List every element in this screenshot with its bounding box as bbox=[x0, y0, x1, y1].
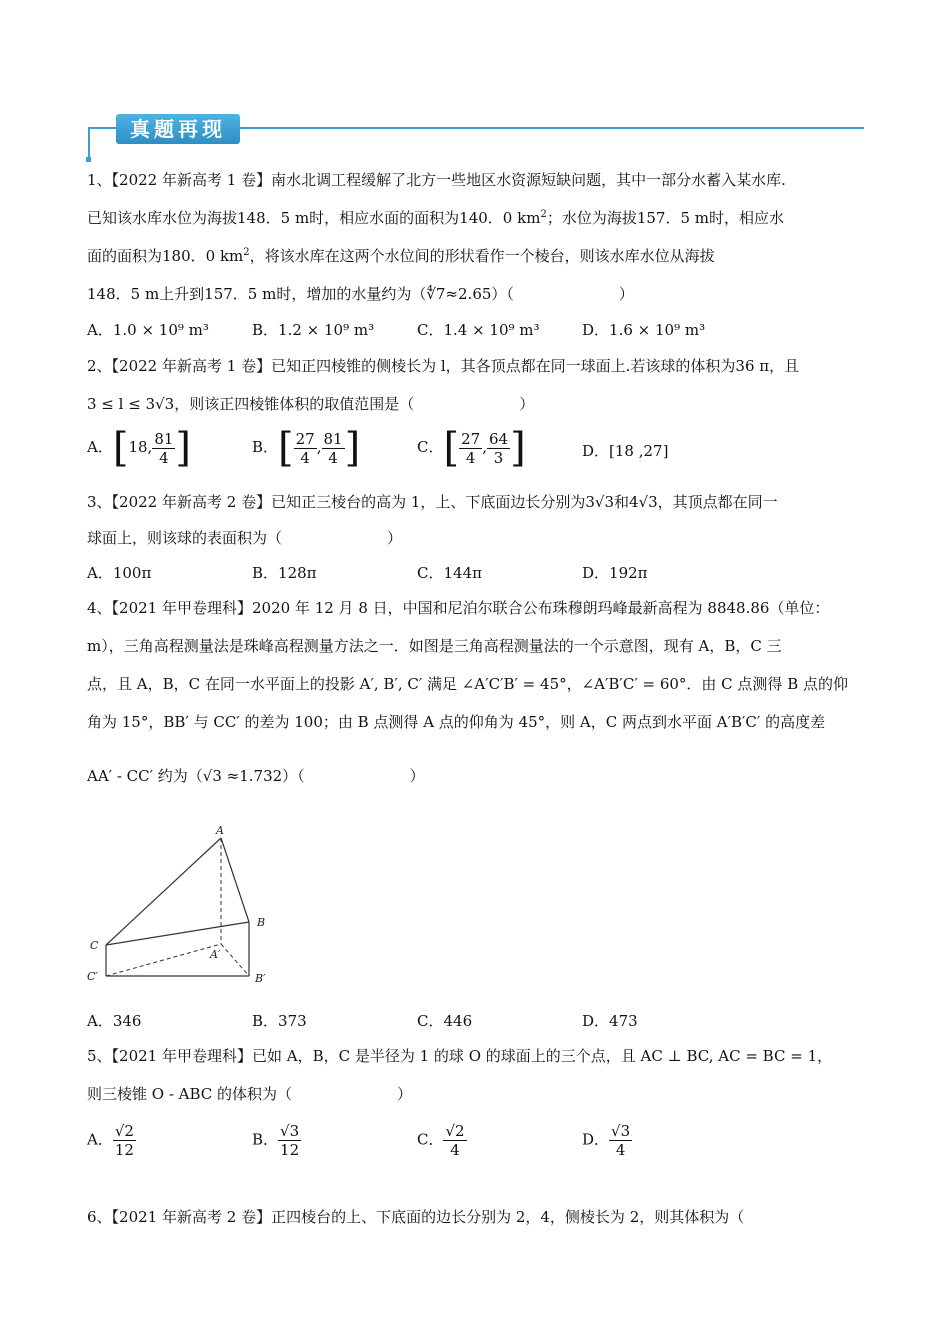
q2-option-b[interactable]: B．[ $\frac{27}{4}$ , $\frac{81}{4}$ ] bbox=[252, 425, 361, 471]
fraction-den: 4 bbox=[450, 1141, 460, 1159]
bracket-close: ] bbox=[344, 425, 361, 471]
q4-line3: 点，且 A，B，C 在同一水平面上的投影 A′, B′, C′ 满足 ∠A′C′B′ = 45°，∠A′B′C′ = 60°．由 C 点测得 B 点的仰 bbox=[87, 675, 848, 693]
q1-option-a[interactable]: A．1.0 × 10⁹ m³ bbox=[87, 321, 209, 339]
fraction-den: 4 bbox=[159, 448, 169, 467]
label-c-prime: C′ bbox=[87, 970, 98, 983]
fraction bbox=[152, 430, 175, 467]
fraction-den: 4 bbox=[465, 448, 476, 467]
label-a: A bbox=[216, 824, 224, 837]
q1-line3 bbox=[87, 246, 715, 266]
label-b-prime: B′ bbox=[255, 972, 266, 985]
fraction bbox=[443, 1122, 466, 1159]
q5-option-c-label: C． bbox=[417, 1130, 444, 1149]
fraction-num: 64 bbox=[488, 429, 509, 448]
q5-option-d-label: D． bbox=[582, 1130, 610, 1149]
q5-option-c[interactable] bbox=[417, 1122, 467, 1159]
header-dot bbox=[86, 157, 91, 162]
bracket-open: [ bbox=[278, 425, 294, 471]
q1-sup-2: 2 bbox=[540, 209, 547, 220]
q1-sup-2b: 2 bbox=[243, 247, 250, 258]
q5-option-a-label: A． bbox=[87, 1130, 113, 1149]
fraction-num: 27 bbox=[295, 429, 315, 448]
q2-option-a[interactable]: A．[18, $\frac{81}{4}$ ] bbox=[87, 425, 192, 471]
q4-option-d[interactable]: D．473 bbox=[582, 1012, 638, 1030]
bracket-close: ] bbox=[175, 425, 192, 471]
fraction bbox=[459, 430, 482, 467]
fraction bbox=[113, 1122, 136, 1159]
q2-line1: 2、【2022 年新高考 1 卷】已知正四棱锥的侧棱长为 l，其各顶点都在同一球面上.若该球的体积为36 π，且 bbox=[87, 357, 800, 375]
section-title-box bbox=[116, 114, 240, 144]
q1-line2 bbox=[87, 208, 784, 228]
fraction bbox=[322, 430, 345, 467]
q5-option-d[interactable] bbox=[582, 1122, 632, 1159]
fraction-num: √3 bbox=[611, 1122, 631, 1140]
fraction-num: √2 bbox=[114, 1122, 134, 1140]
q3-option-b[interactable]: B．128π bbox=[252, 564, 317, 582]
fraction-den: 4 bbox=[328, 448, 338, 467]
q1-option-b[interactable]: B．1.2 × 10⁹ m³ bbox=[252, 321, 375, 339]
q4-line4: 角为 15°，BB′ 与 CC′ 的差为 100；由 B 点测得 A 点的仰角为 45°，则 A，C 两点到水平面 A′B′C′ 的高度差 bbox=[87, 713, 826, 731]
q4-option-c[interactable]: C．446 bbox=[417, 1012, 473, 1030]
fraction-den: 4 bbox=[300, 448, 310, 467]
fraction bbox=[609, 1122, 632, 1159]
section-title: 真题再现 bbox=[130, 117, 226, 141]
fraction-den: 12 bbox=[114, 1141, 134, 1159]
header-tick bbox=[88, 127, 90, 161]
q1-line3a: 面的面积为180．0 km bbox=[87, 247, 244, 265]
bracket-open: [ bbox=[112, 425, 129, 471]
q2-option-c-label: C． bbox=[417, 438, 444, 456]
q2-option-b-label: B． bbox=[252, 438, 279, 456]
q4-line5: AA′ - CC′ 约为（√3 ≈1.732）（ ） bbox=[87, 767, 425, 785]
q2-option-d[interactable]: D．[18 ,27] bbox=[582, 442, 669, 460]
q2-option-a-lo: 18 bbox=[128, 438, 148, 456]
fraction-num: √3 bbox=[280, 1122, 300, 1140]
fraction bbox=[487, 430, 510, 467]
q3-option-d[interactable]: D．192π bbox=[582, 564, 648, 582]
fraction-den: 12 bbox=[280, 1141, 300, 1159]
q3-line2: 球面上，则该球的表面积为（ ） bbox=[87, 529, 403, 547]
q5-line2: 则三棱锥 O - ABC 的体积为（ ） bbox=[87, 1085, 413, 1103]
fraction bbox=[294, 430, 317, 467]
label-c: C bbox=[90, 939, 99, 952]
bracket-close: ] bbox=[510, 425, 526, 471]
q6-line1: 6、【2021 年新高考 2 卷】正四棱台的上、下底面的边长分别为 2，4，侧棱长为 2，则其体积为（ bbox=[87, 1208, 745, 1226]
q4-option-b[interactable]: B．373 bbox=[252, 1012, 307, 1030]
q1-option-c[interactable]: C．1.4 × 10⁹ m³ bbox=[417, 321, 540, 339]
fraction-num: 81 bbox=[154, 429, 174, 448]
fraction-num: √2 bbox=[445, 1122, 465, 1140]
q3-line1: 3、【2022 年新高考 2 卷】已知正三棱台的高为 1，上、下底面边长分别为3√3和4√3，其顶点都在同一 bbox=[87, 493, 778, 511]
fraction-num: 27 bbox=[461, 429, 481, 448]
q1-line4: 148．5 m上升到157．5 m时，增加的水量约为（∜7≈2.65）（ ） bbox=[87, 285, 634, 303]
q1-line2b: ；水位为海拔157．5 m时，相应水 bbox=[546, 209, 784, 227]
q2-option-a-label: A． bbox=[87, 438, 113, 456]
q5-option-a[interactable] bbox=[87, 1122, 136, 1159]
q5-option-b-label: B． bbox=[252, 1130, 279, 1149]
fraction-den: 4 bbox=[615, 1141, 626, 1159]
q1-line1: 1、【2022 年新高考 1 卷】南水北调工程缓解了北方一些地区水资源短缺问题，其中一部分水蓄入某水库. bbox=[87, 171, 786, 189]
q1-option-d[interactable]: D．1.6 × 10⁹ m³ bbox=[582, 321, 706, 339]
fraction-num: 81 bbox=[323, 429, 343, 448]
edge-ca-prime bbox=[106, 944, 221, 976]
fraction bbox=[278, 1122, 301, 1159]
q4-line1: 4、【2021 年甲卷理科】2020 年 12 月 8 日，中国和尼泊尔联合公布珠穆朗玛峰最新高程为 8848.86（单位： bbox=[87, 599, 830, 617]
q2-line2: 3 ≤ l ≤ 3√3，则该正四棱锥体积的取值范围是（ ） bbox=[87, 395, 535, 413]
q3-option-c[interactable]: C．144π bbox=[417, 564, 482, 582]
label-b: B bbox=[257, 916, 266, 929]
bracket-open: [ bbox=[443, 425, 460, 471]
q4-option-a[interactable]: A．346 bbox=[87, 1012, 142, 1030]
fraction-den: 3 bbox=[493, 448, 504, 467]
edge-ab-prime bbox=[221, 944, 249, 976]
q4-figure bbox=[80, 818, 280, 990]
q5-option-b[interactable] bbox=[252, 1122, 301, 1159]
q1-line3b: ，将该水库在这两个水位间的形状看作一个棱台，则该水库水位从海拔 bbox=[249, 247, 715, 265]
q3-option-a[interactable]: A．100π bbox=[87, 564, 152, 582]
q1-line2a: 已知该水库水位为海拔148．5 m时，相应水面的面积为140．0 km bbox=[87, 209, 541, 227]
label-a-prime: A′ bbox=[210, 948, 221, 961]
q4-line2: m），三角高程测量法是珠峰高程测量方法之一．如图是三角高程测量法的一个示意图，现有 A，B，C 三 bbox=[87, 637, 782, 655]
q2-option-c[interactable]: C．[ $\frac{27}{4}$ , $\frac{64}{3}$ ] bbox=[417, 425, 526, 471]
edge-ab bbox=[221, 838, 249, 922]
q5-line1: 5、【2021 年甲卷理科】已如 A，B，C 是半径为 1 的球 O 的球面上的三个点，且 AC ⊥ BC, AC = BC = 1， bbox=[87, 1047, 833, 1065]
